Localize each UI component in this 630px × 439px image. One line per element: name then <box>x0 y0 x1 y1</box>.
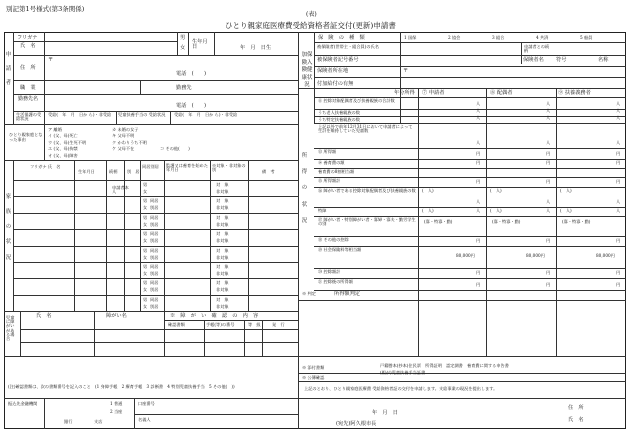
account-number-label: 口座番号 <box>138 401 155 406</box>
income-row-label: 上記以外で前年12月31日において申請者によって生計を維持していた児童数 <box>318 124 413 134</box>
income-col: ⑧ 配偶者 <box>490 90 513 96</box>
income-row-label: うち老人扶養親族の数 <box>318 110 360 115</box>
unit-people[interactable]: 人 <box>546 115 551 120</box>
dis-sub: 発 行 <box>272 322 285 327</box>
target[interactable]: 対 象 <box>216 182 229 187</box>
insurance-section: 加保険入険健康状況 <box>301 52 313 89</box>
non-target[interactable]: 非対象 <box>216 287 229 293</box>
dis-sub: 手帳(等)の番号 <box>206 322 235 327</box>
separate[interactable]: 別居 <box>150 254 159 260</box>
rule <box>124 160 125 311</box>
separate[interactable]: 別居 <box>150 271 159 276</box>
income-row-label: ⑲ 社会保険料等相当額 <box>318 247 362 252</box>
unit-people[interactable]: 人 <box>476 108 481 113</box>
unit-yen[interactable]: 円 <box>476 282 481 287</box>
unit-yen[interactable]: 円 <box>546 238 551 243</box>
rule <box>314 109 626 110</box>
benefit-label: 付加給付の有無 <box>317 81 354 87</box>
rule <box>298 300 626 301</box>
pension-value[interactable]: 受給( 年 月 日か ら)・非受給 <box>48 112 112 117</box>
dis-sub: 等 級 <box>248 322 261 327</box>
unit-yen[interactable]: 円 <box>616 238 621 243</box>
cohabit[interactable]: 同居 <box>150 247 159 253</box>
sex-male: 男 <box>180 35 186 41</box>
form-title: ひとり親家庭医療費受給資格者証交付(更新)申請書 <box>225 21 396 30</box>
unit-people[interactable]: 人 <box>546 199 551 204</box>
income-col: ⑦ 申請者 <box>422 90 445 96</box>
rule <box>314 168 626 169</box>
birth-value[interactable]: 年 月 日生 <box>240 45 272 51</box>
insurance-type-label: 保 険 の 種 類 <box>318 35 365 41</box>
sex-female[interactable]: 女 <box>143 271 148 276</box>
sex-female[interactable]: 女 <box>143 189 148 194</box>
category-options[interactable]: (寡・特寡・勤) <box>562 219 591 224</box>
unit-people[interactable]: 人 <box>616 115 621 120</box>
rule <box>13 246 298 247</box>
target[interactable]: 対 象 <box>216 198 229 204</box>
rule <box>298 381 626 382</box>
rule <box>314 236 626 237</box>
unit-people[interactable]: 人 <box>616 208 621 213</box>
unit-yen[interactable]: 円 <box>476 270 481 275</box>
relation-label: 申請者との続柄 <box>524 44 550 54</box>
bank-label: 振込先金融機関 <box>8 401 38 406</box>
child-allowance-label: 児童扶養手当の 受給状況 <box>118 112 166 117</box>
attachment-docs: 戸籍謄本(抄本)住民票 所得証明 認定調書 養育費に関する申告書 <box>380 363 509 368</box>
family-section: 家 族 の 状 況 <box>5 194 17 261</box>
unit-people[interactable]: 人 <box>616 199 621 204</box>
rule <box>314 278 626 279</box>
rule <box>13 295 298 296</box>
unit-people[interactable]: 人 <box>546 208 551 213</box>
people-count[interactable]: ( 人) <box>490 208 502 213</box>
income-row-label: ⑰ 障がい者・特別障がい者・寡婦・寡夫・勤労学生の別 <box>318 217 416 227</box>
sex-female[interactable]: 女 <box>143 287 148 293</box>
rule <box>94 311 95 356</box>
separate[interactable]: 別居 <box>150 221 159 227</box>
pension-label: 生活保護の受給状況 <box>16 112 42 122</box>
non-target[interactable]: 非対象 <box>216 238 229 244</box>
non-target[interactable]: 非対象 <box>216 303 229 309</box>
rule <box>140 160 141 311</box>
workplace-name-label: 勤務先名 <box>18 96 39 102</box>
insurance-type-option[interactable]: 5 船員 <box>580 35 593 40</box>
income-row-label: ⑱ その他の控除 <box>318 237 349 242</box>
sex-female[interactable]: 女 <box>143 254 148 260</box>
sex-female[interactable]: 女 <box>143 221 148 227</box>
unit-people[interactable]: 人 <box>476 199 481 204</box>
separate[interactable]: 別居 <box>150 303 159 309</box>
addressee: (宛先)阿久根市長 <box>336 421 377 427</box>
rule <box>164 160 165 311</box>
applicant-section: 申 請 者 <box>5 52 17 87</box>
target[interactable]: 対 象 <box>216 296 229 302</box>
income-row-label: うち特定扶養親族の数 <box>318 117 360 122</box>
rule <box>13 180 298 181</box>
reason-option[interactable]: キ 父母不明 <box>112 133 135 139</box>
sex-female[interactable]: 女 <box>143 303 148 309</box>
rule <box>244 320 245 356</box>
cohabit[interactable]: 同居 <box>150 231 159 237</box>
workplace-phone[interactable]: 電話 ( ) <box>176 103 206 109</box>
separate[interactable]: 別居 <box>150 205 159 211</box>
reason-option[interactable]: ウ (父、母)生死不明 <box>48 139 87 145</box>
rule <box>204 320 205 356</box>
reason-option[interactable]: ク かわりうち不明 <box>112 139 147 145</box>
rule <box>210 160 211 311</box>
people-count[interactable]: ( 人) <box>560 188 572 193</box>
rule <box>13 262 298 263</box>
rule <box>486 88 487 356</box>
income-row-label: ⑪ 控除対象配偶者及び扶養親族の合計数 <box>318 98 395 103</box>
rule <box>418 88 419 356</box>
cohabit[interactable]: 同居 <box>150 214 159 220</box>
insurer-postal: 〒 <box>403 68 409 74</box>
income-col: ⑨ 扶養義務者 <box>558 90 591 96</box>
people-count[interactable]: ( 人) <box>560 208 572 213</box>
insured-label: 被保険者(世帯主・組合員)の氏名 <box>317 44 379 49</box>
unit-yen[interactable]: 円 <box>546 282 551 287</box>
form-label: 別記第1号様式(第3条関係) <box>6 5 85 13</box>
furigana-label: フリガナ <box>17 35 38 41</box>
phone-label[interactable]: 電話 ( ) <box>176 71 206 77</box>
unit-people[interactable]: 人 <box>476 208 481 213</box>
non-target[interactable]: 非対象 <box>216 271 229 276</box>
cohabit[interactable]: 同居 <box>150 296 159 302</box>
dis-col-name2: 障がい名 <box>106 313 127 319</box>
submit-date[interactable]: 年 月 日 <box>372 410 398 416</box>
bank-type-ordinary[interactable]: 1 普通 <box>110 401 123 406</box>
unit-yen[interactable]: 円 <box>616 151 621 156</box>
child-allowance-value[interactable]: 受給( 年 月 日か ら)・非受給 <box>174 112 238 117</box>
rule <box>13 213 298 214</box>
bank-name: 銀行 <box>64 419 73 424</box>
target[interactable]: 対 象 <box>216 264 229 269</box>
sex-male[interactable]: 男 <box>143 198 148 204</box>
workplace-label: 勤務先 <box>176 85 192 91</box>
insurance-type-option[interactable]: 1 国保 <box>404 35 417 40</box>
mark-attachment: ※ 添付書類 <box>302 365 325 370</box>
unit-yen[interactable]: 円 <box>616 270 621 275</box>
cohabit[interactable]: 同居 <box>150 264 159 269</box>
non-target[interactable]: 非対象 <box>216 254 229 260</box>
family-col-name: フリガナ 氏 名 <box>30 164 61 169</box>
card-number-label: 被保険者記号番号 <box>317 57 359 63</box>
front-label: (表) <box>306 11 317 18</box>
sign-name[interactable]: 氏 名 <box>568 417 584 423</box>
insurance-type-option[interactable]: 2 協会 <box>448 35 461 40</box>
sex-female[interactable]: 女 <box>143 205 148 211</box>
dis-col-confirm: ※ 障 が い 確 認 の 内 容 <box>170 313 259 319</box>
rule <box>314 207 626 208</box>
address-label: 住 所 <box>20 65 36 71</box>
reason-option[interactable]: ケ 父母不在 <box>112 146 135 152</box>
rule <box>164 320 298 321</box>
people-count[interactable]: ( 人) <box>422 188 434 193</box>
social-insurance-amount[interactable]: 80,000円 <box>596 253 615 258</box>
rule <box>314 177 626 178</box>
unit-people[interactable]: 人 <box>616 140 621 145</box>
sex-male[interactable]: 男 <box>143 264 148 269</box>
sex-male[interactable]: 男 <box>143 296 148 302</box>
target[interactable]: 対 象 <box>216 247 229 253</box>
family-col-notes: 備 考 <box>262 169 275 174</box>
income-year: 年分所得 <box>394 90 415 96</box>
reason-option[interactable]: オ (父、母)障害 <box>48 152 78 158</box>
job-label: 職 業 <box>20 85 36 91</box>
target[interactable]: 対 象 <box>216 280 229 286</box>
disability-label: 児童に障がいがある場合 <box>6 315 15 342</box>
target[interactable]: 対 象 <box>216 214 229 220</box>
people-count[interactable]: ( 人) <box>422 208 434 213</box>
family-col-custody: 監護又は養育を始めた年月日 <box>166 163 208 173</box>
family-col-birth: 生年月日 <box>78 169 95 174</box>
rule <box>314 290 626 291</box>
sex-male[interactable]: 男 <box>143 182 148 187</box>
symbol-label: 符号 <box>556 57 567 63</box>
insurer-address-label: 保険者所在地 <box>317 68 349 74</box>
birth-label: 生年月日 <box>192 39 208 51</box>
family-col-sep: 別 居 <box>127 169 140 174</box>
income-section: 所 得 の 状 況 <box>301 153 313 224</box>
mark-registry: ※ 公簿確認 <box>302 375 325 380</box>
unit-yen[interactable]: 円 <box>476 179 481 184</box>
sex-male[interactable]: 男 <box>143 214 148 220</box>
insurer-name2: 名称 <box>598 57 609 63</box>
insurer-name-label: 保険者名 <box>523 57 544 63</box>
unit-yen[interactable]: 円 <box>616 179 621 184</box>
rule <box>262 320 263 356</box>
unit-yen[interactable]: 円 <box>476 151 481 156</box>
rule <box>248 160 249 311</box>
unit-yen[interactable]: 円 <box>546 151 551 156</box>
reason-label: ひとり親家庭となった事由 <box>9 132 43 143</box>
unit-people[interactable]: 人 <box>476 101 481 106</box>
rule <box>314 116 626 117</box>
declaration: 上記のとおり、ひとり親家庭医療費 受給資格者証の交付を申請します。支給事業の現況を提出します。 <box>304 386 498 391</box>
insurance-type-option[interactable]: 3 組合 <box>492 35 505 40</box>
reason-option[interactable]: イ (父、母)死亡 <box>48 133 78 139</box>
unit-people[interactable]: 人 <box>546 140 551 145</box>
rule <box>106 160 107 311</box>
cohabit[interactable]: 同居 <box>150 280 159 286</box>
reason-option[interactable]: エ (父、母)拘禁 <box>48 146 78 152</box>
dis-col-name: 氏 名 <box>36 313 52 319</box>
rule <box>20 311 21 356</box>
rule <box>314 148 626 149</box>
income-row-label: ⑯ 障がい者である控除対象配偶者及び扶養親族の数 <box>318 188 416 193</box>
rule <box>314 268 626 269</box>
income-row-label: ㉑ 控除後の所得額 <box>318 279 353 284</box>
category-options[interactable]: (寡・特寡・勤) <box>424 219 453 224</box>
income-row-label: 養育費の8割相当額 <box>318 169 355 174</box>
bank-type-current[interactable]: 2 当座 <box>110 409 123 414</box>
rule <box>314 159 626 160</box>
sex-male[interactable]: 男 <box>143 247 148 253</box>
non-target[interactable]: 非対象 <box>216 205 229 211</box>
unit-yen[interactable]: 円 <box>616 160 621 165</box>
mark-judgement: ※ 判定 <box>302 291 316 296</box>
family-col-relation: 続柄 <box>109 169 118 174</box>
unit-yen[interactable]: 円 <box>546 160 551 165</box>
sex-female[interactable]: 女 <box>143 238 148 244</box>
insurance-type-option[interactable]: 4 共済 <box>536 35 549 40</box>
income-total-label: 所得額判定 <box>334 291 360 297</box>
income-row-label: 特障 <box>318 208 327 213</box>
unit-people[interactable]: 人 <box>546 101 551 106</box>
unit-yen[interactable]: 円 <box>476 160 481 165</box>
social-insurance-amount[interactable]: 80,000円 <box>526 253 545 258</box>
account-holder-label: 名義人 <box>138 417 151 422</box>
family-col-cohabit: 同居別居 <box>142 164 159 169</box>
sex-female: 女 <box>180 45 186 51</box>
postal-mark: 〒 <box>48 57 54 63</box>
center-divider <box>298 32 299 356</box>
rule <box>556 88 557 356</box>
unit-people[interactable]: 人 <box>476 115 481 120</box>
target[interactable]: 対 象 <box>216 231 229 237</box>
name-label: 氏 名 <box>20 43 36 49</box>
cohabit[interactable]: 同居 <box>150 198 159 204</box>
separate[interactable]: 別居 <box>150 238 159 244</box>
rule <box>74 160 75 311</box>
branch-name: 支店 <box>94 419 103 424</box>
unit-yen[interactable]: 円 <box>476 238 481 243</box>
people-count[interactable]: ( 人) <box>490 188 502 193</box>
rule <box>164 311 165 356</box>
unit-people[interactable]: 人 <box>616 108 621 113</box>
reason-option[interactable]: コ その他( ) <box>160 146 190 152</box>
sex-male[interactable]: 男 <box>143 280 148 286</box>
reason-option[interactable]: カ 未婚の女子 <box>112 127 139 132</box>
reason-option[interactable]: ア 離婚 <box>48 127 62 132</box>
separate[interactable]: 別居 <box>150 287 159 293</box>
social-insurance-amount[interactable]: 80,000円 <box>456 253 475 258</box>
income-row-label: ⑭ 養育費の額 <box>318 160 345 165</box>
unit-people[interactable]: 人 <box>476 140 481 145</box>
unit-people[interactable]: 人 <box>616 101 621 106</box>
non-target[interactable]: 非対象 <box>216 221 229 227</box>
rule <box>20 329 298 330</box>
unit-people[interactable]: 人 <box>546 108 551 113</box>
family-col-target: ※対象・非対象の別 <box>212 163 246 173</box>
dis-sub: 確認書類 <box>168 322 185 327</box>
confirm-note: (注)確認書類は、次の書類番号を記入のこと (1 身障手帳 2 療育手帳 3 診断書 4 特別児童扶養手当 5 その他( )) <box>8 384 235 389</box>
unit-yen[interactable]: 円 <box>616 282 621 287</box>
income-row-label: ⑬ 所得額 <box>318 149 337 154</box>
income-row-label: ⑮ 所得額計 <box>318 178 341 183</box>
category-options[interactable]: (寡・特寡・勤) <box>492 219 521 224</box>
non-target[interactable]: 非対象 <box>216 189 229 194</box>
applicant-mark: 申請者本 人 <box>112 185 133 195</box>
unit-yen[interactable]: 円 <box>546 179 551 184</box>
sex-male[interactable]: 男 <box>143 231 148 237</box>
sign-address[interactable]: 住 所 <box>568 405 584 411</box>
rule <box>20 342 298 343</box>
unit-yen[interactable]: 円 <box>546 270 551 275</box>
income-row-label: ⑳ 控除額計 <box>318 269 341 274</box>
attachment-docs2: (親が)児童扶養手当証書 <box>380 370 426 375</box>
